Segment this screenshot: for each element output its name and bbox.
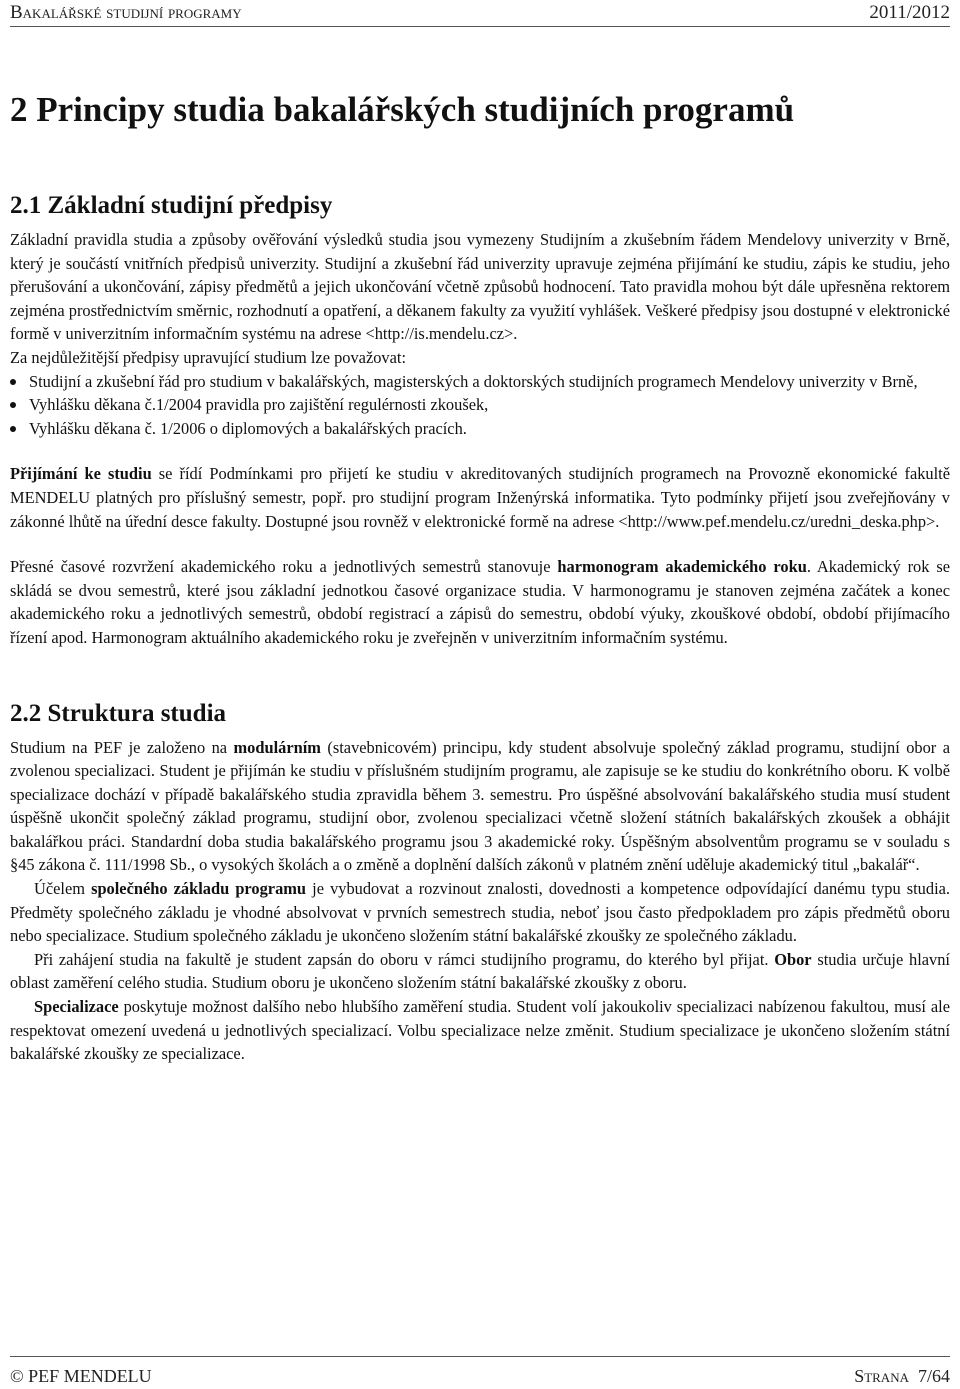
page-content bbox=[10, 86, 950, 1066]
bold-term: harmonogram akademického roku bbox=[557, 557, 807, 577]
page-footer bbox=[10, 1356, 950, 1387]
list-item: Vyhlášku děkana č.1/2004 pravidla pro zajištění regulérnosti zkoušek, bbox=[10, 393, 950, 417]
paragraph-admission: Přijímání ke studiu se řídí Podmínkami pro přijetí ke studiu v akreditovaných studijních programech na Provozně ekonomické fakultě MENDELU platných pro příslušný semestr, popř. pro studijní program Inženýrská informatika. Tyto podmínky přijetí jsou zveřejňovány v zákonné lhůtě na úřední desce fakulty. Dostupné jsou rovněž v elektronické formě na adrese <http://www.pef.mendelu.cz/uredni_deska.php>. bbox=[10, 464, 950, 531]
paragraph-modular: Studium na PEF je založeno na modulárním (stavebnicovém) principu, kdy student absolvuje společný základ programu, studijní obor a zvolenou specializaci. Student je přijímán ke studiu v příslušném studijním programu, ale zapisuje se ke studiu do konkrétního oboru. K volbě specializace dochází v případě bakalářského studia zpravidla během 3. semestru. Pro úspěšné absolvování bakalářského studia musí student úspěšně ukončit společný základ programu, studijní obor, zvolenou specializaci včetně složení státních bakalářských zkoušek a obhájit bakalářkou práci. Standardní doba studia bakalářského programu jsou 3 akademické roky. Úspěšným absolventům programu se v souladu s §45 zákona č. 111/1998 Sb., o vysokých školách a o změně a doplnění dalších zákonů v platném znění uděluje akademický titul „bakalář“. bbox=[10, 737, 950, 875]
bold-term: Specializace bbox=[34, 997, 119, 1017]
section-heading-2-2: 2.2 Struktura studia bbox=[10, 699, 227, 727]
bold-term: Obor bbox=[774, 949, 812, 969]
section-heading-2-1: 2.1 Základní studijní předpisy bbox=[10, 192, 333, 219]
bold-term: Přijímání ke studiu bbox=[10, 464, 152, 484]
chapter-heading: 2 Principy studia bakalářských studijních programů bbox=[10, 90, 795, 129]
paragraph-common-base: Účelem společného základu programu je vybudovat a rozvinout znalosti, dovednosti a kompetence odpovídající danému typu studia. Předměty společného základu je vhodné absolvovat v prvních semestrech studia, neboť jsou často předpokladem pro zápis předmětů oboru nebo specializace. Studium společného základu je ukončeno složením státní bakalářské zkoušky ze společného základu. bbox=[10, 879, 950, 946]
paragraph-schedule: Přesné časové rozvržení akademického roku a jednotlivých semestrů stanovuje harmonogram akademického roku. Akademický rok se skládá se dvou semestrů, které jsou základní jednotkou časové organizace studia. V harmonogramu je stanoven zejména začátek a konec akademického roku a jednotlivých semestrů, období registrací a zápisů do semestru, období výuky, zkouškové období, období přijímacího řízení apod. Harmonogram aktuálního akademického roku je zveřejněn v univerzitním informačním systému. bbox=[10, 557, 951, 647]
header-year: 2011/2012 bbox=[869, 2, 950, 23]
page-header bbox=[10, 2, 950, 27]
bold-term: modulárním bbox=[233, 737, 321, 757]
list-intro: Za nejdůležitější předpisy upravující studium lze považovat: bbox=[10, 347, 406, 367]
paragraph-field: Při zahájení studia na fakultě je student zapsán do oboru v rámci studijního programu, do kterého byl přijat. Obor studia určuje hlavní oblast zaměření celého studia. Studium oboru je ukončeno složením státní bakalářské zkoušky z oboru. bbox=[10, 949, 950, 993]
footer-page: Strana 7/64 bbox=[854, 1366, 950, 1386]
footer-copyright: © PEF MENDELU bbox=[10, 1366, 152, 1386]
header-title: Bakalářské studijní programy bbox=[10, 2, 242, 23]
list-item: Studijní a zkušební řád pro studium v bakalářských, magisterských a doktorských studijních programech Mendelovy univerzity v Brně, bbox=[10, 370, 950, 394]
regulations-list bbox=[10, 370, 950, 441]
paragraph-specialization: Specializace poskytuje možnost dalšího nebo hlubšího zaměření studia. Student volí jakoukoliv specializaci nabízenou fakultou, musí ale respektovat omezení uvedená u jednotlivých specializací. Volbu specializace nelze změnit. Studium specializace je ukončeno složením státní bakalářské zkoušky ze specializace. bbox=[10, 997, 950, 1064]
list-item: Vyhlášku děkana č. 1/2006 o diplomových a bakalářských pracích. bbox=[10, 417, 950, 441]
bold-term: společného základu programu bbox=[91, 879, 307, 899]
paragraph: Základní pravidla studia a způsoby ověřování výsledků studia jsou vymezeny Studijním a zkušebním řádem Mendelovy univerzity v Brně, který je součástí vnitřních předpisů univerzity. Studijní a zkušební řád univerzity upravuje zejména přijímání ke studiu, zápis ke studiu, jeho přerušování a ukončování, zápisy předmětů a jejich ukončování včetně způsobů hodnocení. Tato pravidla mohou být dále upřesněna rektorem zejména prostřednictvím směrnic, rozhodnutí a opatření, a děkanem fakulty za využití vyhlášek. Veškeré předpisy jsou dostupné v elektronické formě v univerzitním informačním systému na adrese <http://is.mendelu.cz>. bbox=[10, 230, 950, 344]
